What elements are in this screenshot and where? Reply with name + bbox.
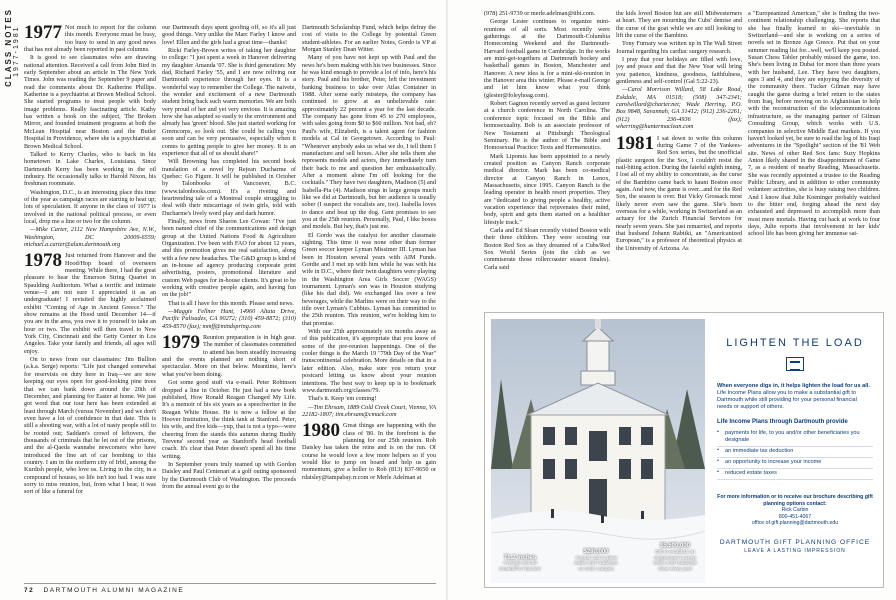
class-year-1977: 1977 [24,24,62,43]
contact-email[interactable]: office.of.gift.planning@dartmouth.edu [751,520,839,527]
list-item: • reduced estate taxes [717,469,873,480]
paragraph: That is all I have for this month. Please send news. [168,299,294,307]
paragraph: I sat down to write this column during Game 7 of the Yankees-Red Sox series, but the unofficial plastic surgeon for the Sox, I couldn't resist the nail-biting action. During the fateful eighth inning, I lost all of my ability to concentrate, as the curse of the Bambino came back to haunt Boston once again. And now, the game is over...and for the Red Sox, the season is over. But Vicky Grossack most likely never even saw the game. She's been overseas for a while, working in Switzerland as an actuary for the Zurich Financial Services for nearly seven years. She just remarried, and reports that husband Johann Rabitki, an "Americanized European," is a professor of theoretical physics at the University of Arizona. As [616,134,742,252]
paragraph: Carla and Ed Sloan recently visited Boston with their three children. They were scouting our Boston Red Sox as they dreamed of a Cubs/Red Sox World Series (join the club as we commiserate those rollercoaster season finales). Carla said [484,226,610,271]
ad-caption [497,556,543,573]
paragraph: Not much to report for the column this month. Everyone must be busy, too busy to send in any good news that has not already been reported in past columns. [24,24,156,54]
footer-rule [24,583,436,584]
magazine-title: DARTMOUTH ALUMNI MAGAZINE [43,587,185,594]
caption-text: Annual cost to plow walks and roadways on main campus [574,555,618,573]
class-secretary-signature: —Maggie Fellner Hunt, 14960 Altata Drive, Pacific Palisades, CA 90272; (310) 459-8872; (310) 459-8570 (fax); mmff@mindspring.com [162,308,296,330]
class-year-1980: 1980 [302,420,340,442]
paragraph: I pray that your holidays are filled with love, joy and peace and that the New Year will bring you patience, kindness, goodness, faithfulness, gentleness and self-control (Gal 5:22-23). [616,56,742,86]
list-item: • an opportunity to increase your income [717,458,873,469]
benefits-list [717,429,873,480]
paragraph: Robert Gagnon recently served as guest lecturer at a church conference in North Carolina. The conference topic focused on the Bible and homosexuality. Bob is an associate professor of New Testament at Pittsburgh Theological Seminary. He is the author of The Bible and Homosexual Practice: Texts and Hermeneutics. [484,100,610,152]
section-side-label [4,8,20,87]
right-page [448,0,896,600]
paragraph: On to news from our classmates: Jim Bullion (a.k.a. Serge) reports: "Life just changed somewhat for reservists on duty here in Iraq—we are now keeping our eyes open for good-looking pine trees that we can bank down around the 20th of December, and planning for Easter at home. We just got word that our tour here has been extended at least through March (versus November) and we don't even have a lot of confidence in that date. This is still a shooting war, with a lot of nasty people still to be rooted out; Saddam's crowd of leftovers, the thousands of criminals that he let out of the prisons, and the al-Qaeda wannabe newcomers who have introduced the fine art of car bombing to this country. I am in the northern city of Irbil, among the Kurdish people, who love us. Living in the city, in a compound of houses, so life isn't too bad. I was sure sorry to miss reunion, but, from what I hear, it was sort of like a funeral for [24,356,156,496]
ad-intro-bold: When everyone digs in, it helps lighten the load for us all. [717,383,870,389]
paragraph: Many of you have not kept up with Paul and the news he's been making with his two businesses. Since he was kind enough to provide a lot of info, here's his story. Paul and his brother, Peter, left the investment banking business to take over Atlas Container in 1988. After some early missteps, the company has continued to grow at an unbelievable rate: approximately 22 percent a year for the last decade. The company has gone from 45 to 270 employees, with sales going from $0 to $60 million. Not bad, eh? Paul's wife, Elizabeth, is a talent agent for fashion models at Cal in Georgetown. According to Paul: "Whenever anybody asks us what we do, I tell them I manufacture and sell boxes. After she tells them she represents models and actors, they immediately turn their back to me and question her enthusiastically. After a moment alone I'm off looking for the cocktails." They have two daughters, Madison (5) and Isabella-Pia (4). Madison sings in large groups much like we did at Dartmouth, but her audience is usually sober (I suspect the vocalists are, too). Isabella loves to dance and beat up the dog. Gent promises to see you at the 25th reunion. Personally, Paul, I like boxes and models. But hey, that's just me. [302,54,436,231]
paragraph: Finally, news from Sharon Lee Cowan: "I've just been named chief of the communications and design group at the United Nations Food & Agriculture Organization. I've been with FAO for about 12 years, and this promotion gives me real satisfaction, along with a few new headaches. The G&D group is kind of an in-house ad agency producing corporate print advertising, posters, promotional literature and custom Web pages for in-house clients. It's great to be working with creative people again, and having fun on the job!" [162,217,296,299]
paragraph: It is good to see classmates who are drawing national attention. Received a call from John Bird in early September about an article in The New York Times. John was reading the September 9 paper and read the comments about Dr. Katherine Phillips. Katherine is a psychiatrist at Brown Medical School. She started programs to treat people with body image problems. Really fascinating article. Kathy has written a book on the subject, The Broken Mirror, and founded treatment programs at both the McLean Hospital near Boston and the Butler Hospital in Providence, where she is a psychiatrist at Brown Medical School. [24,54,156,150]
caption-figure: $280,000 [583,548,609,555]
list-item: • an immediate tax deduction [717,447,873,458]
paragraph: With our 25th approximately six months away as of this publication, it's appropriate that you know of some of the pre-reunion happenings. One of the cooler things is the March 19 "79th Day of the Year" transcontinental celebration. More details on that in a later edition. Also, make sure you return your postcard letting us know about your reunion intentions. The best way to keep up is to bookmark www.dartmouth.org/classes/79. [302,328,436,394]
contact-phone: 800-451-4067 [778,513,812,520]
ad-title: LIGHTEN THE LOAD [726,337,864,349]
list-item: • payments for life, to you and/or other beneficiaries you designate [717,429,873,447]
paragraph: (978) 251-9739 or merle.adelman@ttbi.com. [484,10,596,17]
paragraph: Just returned from Hanover and the Hood/Hop board of overseers meeting. While there, I had the great pleasure to hear the Emerson String Quartet in Spaulding Auditorium. What a terrific and intimate venue—I am not sure I appreciated it as an undergraduate! I revisited the highly acclaimed exhibit "Coming of Age in Ancient Greece." The show remains at the Hood until December 14—if you are in the area, you owe it to yourself to take an hour or two. The exhibit will then travel to New York City, Cincinnati and the Getty Center in Los Angeles. Take your family and friends, all ages will enjoy. [24,252,156,355]
paragraph: Reunion preparation is in high gear. The number of classmates committed to attend has been steadily increasing and the events planned are nothing short of spectacular. More on that below. Meantime, here's what you've been doing. [162,334,296,378]
ad-caption [649,544,701,573]
class-secretary-signature: —Mike Carter, 2112 New Hampshire Ave, N.W., Washington, DC 20009-6559; michael.a.carter@alum.dartmouth.org [24,226,156,248]
paragraph: Will Browning has completed his second book translation of a novel by Rejean Ducharme of Quebec: Go Figure. It will be published in October by Talonbooks of Vancouver, B.C. (www.talonbooks.com). It's a riveting and heartrending tale of a Montreal couple struggling to deal with their miscarriage of twin girls, told with Ducharme's lively word play and dark humor. [162,158,296,217]
caption-figure: $5,600,000 [659,543,691,550]
left-column-2 [162,24,296,564]
paragraph: Talked to Kerry Charles, who is back in his hometown in Lake Charles, Louisiana. Since Dartmouth Kerry has been working in the oil industry. He occasionally talks to Harold Nixon, his freshman roommate. [24,150,156,188]
contact-name: Rick Carbin [781,507,809,514]
paragraph: Got some good stuff via e-mail. Peter Robinson dropped a line in October. He just had a new book published, How Ronald Reagan Changed My Life. It's a memoir of his six years as a speechwriter in the Reagan White House. He is now a fellow at the Hoover Institution, the think tank at Stanford. Peter, his wife, and five kids—yup, that is not a typo—were cheering from the stands this autumn during Buddy Teevens' second year as Stanford's head football coach. It's clear that Peter doesn't spend all his time writing. [162,379,296,460]
office-tagline: LEAVE A LASTING IMPRESSION [744,547,846,554]
paragraph: Ricki Farley-Brown writes of taking her daughter to college: "I just spent a week in Hanover delivering my daughter Amanda '07. She is third generation: My dad, Richard Farley '55, and I are now reliving our Dartmouth experience through her eyes. It is a wonderful way to remember the College. The naivete, the wonder and excitement of a new Dartmouth student bring back such warm memories. We are both very proud of her and yet very envious. It is amazing how she has adapted so easily to the environment and already has 'green' blood. She just started working for Greencorps, so look out. She could be calling you soon and can be very persuasive, especially when it comes to getting people to give her money. It is an experience that all of us should share!" [162,47,296,157]
side-label-years: 1977-1981 [13,25,20,77]
left-column-3 [302,24,436,564]
ad-text-panel [711,319,879,583]
page-number: 72 [24,587,35,594]
ad-subtitle: Life Income Plans through Dartmouth provide [717,419,848,425]
contact-lead: For more information or to receive our brochure describing gift planning options contact: [717,494,873,507]
paragraph: the kids loved Boston but are still Midwesterners at heart. They are mourning the Cubs' demise and the curse of the goat while we are still looking to lift the curse of the Bambino. [616,10,742,40]
paragraph: Washington, D.C., is an interesting place this time of the year as campaign races are starting to heat up; lots of speculation. If anyone in the class of 1977 is involved in the national political process, or even local, drop me a line or two for the column. [24,188,156,225]
gift-planning-advertisement [484,312,884,588]
caption-figure: 71.2 inches [503,554,537,561]
office-name: DARTMOUTH GIFT PLANNING OFFICE [719,538,871,546]
caption-text: Gift to establish an endowment to keep walks and roadways clear every year [653,549,697,573]
left-column-1 [24,24,156,564]
ad-photo-snowy-campus [491,319,705,583]
paragraph: our Dartmouth days spent goofing off, so it's all just good things. Very unlike the Marc Farley I know and love! Ellen and the girls had a great time—thanks! [162,24,296,46]
ad-intro-rest: Life Income Plans allow you to make a substantial gift to Dartmouth while still providing for your personal financial needs or support of others. [717,390,857,410]
paragraph: That's it. Keep 'em coming! [308,395,377,403]
caption-text: Average annual snowfall in Hanover [499,561,541,573]
class-year-1979: 1979 [162,332,200,354]
paragraph: In September yours truly teamed up with Gordon Daisley and Paul Centenari at a golf outing sponsored by the Dartmouth Club of Washington. The proceeds from the annual event go to the [162,460,296,490]
paragraph: Dartmouth Scholarship Fund, which helps defray the cost of visits to the College by potential Green student-athletes. For an earlier Notes, Gordo is VP at Morgan Stanley Dean Witter. [302,24,436,54]
paragraph: Tony Furnary was written up in The Wall Street Journal regarding his cardiac surgery research. [616,40,742,55]
class-year-1978: 1978 [24,250,62,272]
paragraph: Great things are happening with the class of '80. In the forefront is the planning for our 25th reunion. Rob Daisley has taken the reins and is on the run. Of course he would love a few more helpers so if you would like to jump on board and help us gain momentum, give a holler to Rob (813) 837-9650 or rdaisley@tampabay.rr.com or Merle Adelman at [302,422,436,481]
right-column-2 [616,10,742,302]
side-label-title: CLASS NOTES [4,8,13,87]
book-emblem-icon [786,357,804,371]
right-column-3 [748,10,880,302]
paragraph: George Lester continues to organize mini-reunions of all sorts. Most recently were gatherings at the Dartmouth-Columbia Homecoming Weekend and the Dartmouth-Harvard football game in Cambridge. In the works are mini-get-togethers at Dartmouth hockey and basketball games in Boston, Manchester and Hanover. A new idea is for a mini-ski-reunion in the Hanover area this winter. Please e-mail George and let him know what you think (glester@foleyhoag.com). [484,18,610,99]
page-folio [24,587,184,594]
class-secretary-signature: —Carol Morrison Willard, 58 Lake Road, Eskdale, MA 01518; (508) 347-2341; carolwillard@charter.net; Wade Herring, P.O. Box 9848, Savannah, GA 31412; (912) 236-2261; (912) 236-4936 (fax); wherring@huntermaclean.com [616,86,742,131]
class-year-1981: 1981 [616,132,654,154]
ad-intro [717,383,873,411]
paragraph: Mark Lipomis has been appointed to a newly created position as Canyon Ranch corporate medical director. Mark has been co-medical director at Canyon Ranch in Lenox, Massachusetts, since 1995. Canyon Ranch is the leading operator in health resort properties. They are "dedicated to giving people a healthy, active vacation experience that rejuvenates their mind, body, spirit and gets them started on a healthier lifestyle track." [484,152,610,226]
ad-caption [573,550,619,573]
ad-contact [711,494,879,527]
right-column-1 [484,10,610,302]
class-secretary-signature: —Tim Ehrsam, 1889 Cold Creek Court, Vienna, VA 22182-1807; tim.ehrsam@cmuck.com [302,403,436,418]
paragraph: a "Europeanized American," she is finding the two-continent relationship challenging. She reports that she has finally learned to ski—inevitable in Switzerland—and she is working on a series of novels set in Bronze Age Greece. Put that on your summer reading list for...well, we'll keep you posted. Susan Chess Tabler probably missed the game, too. She's been living in Dubai for more than three years with her husband, Lee. They have two daughters, ages 3 and 4, and they are enjoying the diversity of the community there. Tucker Gilman may have caught the game during a brief return to the states from Iraq, before moving on to Afghanistan to help with the reconstruction of the telecommunications infrastructure, as the managing partner of Gilman Consulting Group, which works with U.S. companies in selective Middle East markets. If you haven't looked yet, be sure to read the log of his Iraqi adventures in the "Spotlight" section of the '81 Web site. News of other Red Sox fans: Suzy Hopkins Anton likely shared in the disappointment of Game 7, as a resident of nearby Reading, Massachusetts. She was recently appointed a trustee to the Reading Public Library, and in addition to other community volunteer activities, she is busy raising two children. And I know that Julie Koeninger probably watched to the bitter end, forging ahead the next day exhausted and depressed to accomplish more than most mere mortals. Having cut back at work to four days, Julie reports that involvement in her kids' school life has been giving her immense sat- [748,10,880,238]
paragraph: El Gordo was the catalyst for another classmate sighting. This time it was none other than former Green soccer keeper Lyman Missimer III. Lyman has been in Houston several years with AIM Funds. Gordie and I met up with him while he was with his wife in D.C., where their twin daughters were playing in the Washington Area Girls Soccer (WAGS) tournament. Lyman's son was in Houston studying (like his dad did). We exchanged lies over a few beverages, while the Marlins were on their way to the title over Lyman's Cubbies. Lyman has committed to the 25th reunion. This reunion, we're holding him to that promise. [302,231,436,327]
